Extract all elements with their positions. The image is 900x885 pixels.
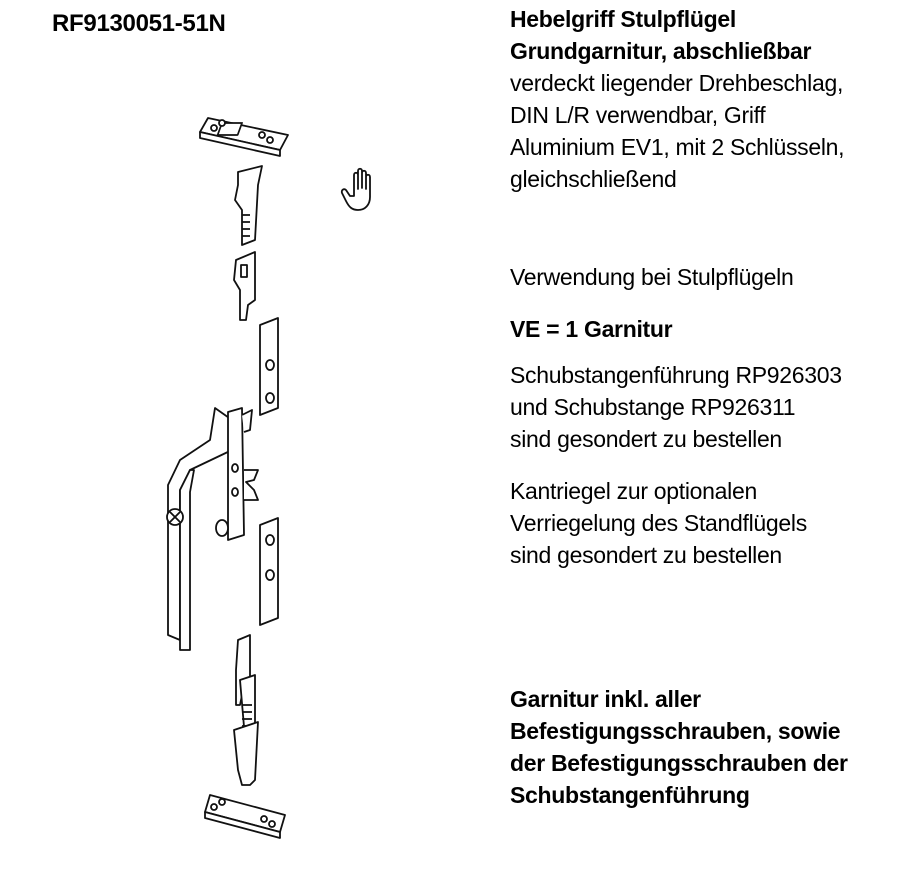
top-bearing-plate: [200, 118, 288, 156]
included-line: Befestigungsschrauben, sowie: [510, 718, 841, 744]
rod-note-line: Schubstangenführung RP926303: [510, 362, 842, 388]
product-title-line2: Grundgarnitur, abschließbar: [510, 38, 812, 64]
bolt-note-line: Kantriegel zur optionalen: [510, 478, 757, 504]
detail-line: verdeckt liegender Drehbeschlag,: [510, 70, 844, 96]
detail-line: Aluminium EV1, mit 2 Schlüsseln,: [510, 134, 845, 160]
bolt-note-line: Verriegelung des Standflügels: [510, 510, 807, 536]
rod-note-line: sind gesondert zu bestellen: [510, 426, 782, 452]
bottom-bearing-plate: [150, 795, 285, 838]
bolt-note-line: sind gesondert zu bestellen: [510, 542, 782, 568]
lower-flat-bar: [260, 518, 278, 625]
upper-flat-bar: [260, 318, 278, 415]
article-number: RF9130051-51N: [52, 10, 226, 37]
hardware-exploded-drawing: [150, 90, 300, 850]
detail-line: DIN L/R verwendbar, Griff: [510, 102, 766, 128]
lower-link-rod: [234, 635, 258, 785]
product-description: [510, 3, 895, 811]
product-title-line1: Hebelgriff Stulpflügel: [510, 6, 736, 32]
rod-note-line: und Schubstange RP926311: [510, 394, 796, 420]
upper-link-rod: [234, 166, 262, 320]
usage-text: Verwendung bei Stulpflügeln: [510, 264, 794, 290]
hand-cursor-icon: [340, 165, 384, 215]
packaging-unit: VE = 1 Garnitur: [510, 316, 673, 342]
included-line: der Befestigungsschrauben der: [510, 750, 848, 776]
lever-handle: [167, 408, 258, 650]
detail-line: gleichschließend: [510, 166, 677, 192]
included-line: Garnitur inkl. aller: [510, 686, 701, 712]
included-line: Schubstangenführung: [510, 782, 750, 808]
